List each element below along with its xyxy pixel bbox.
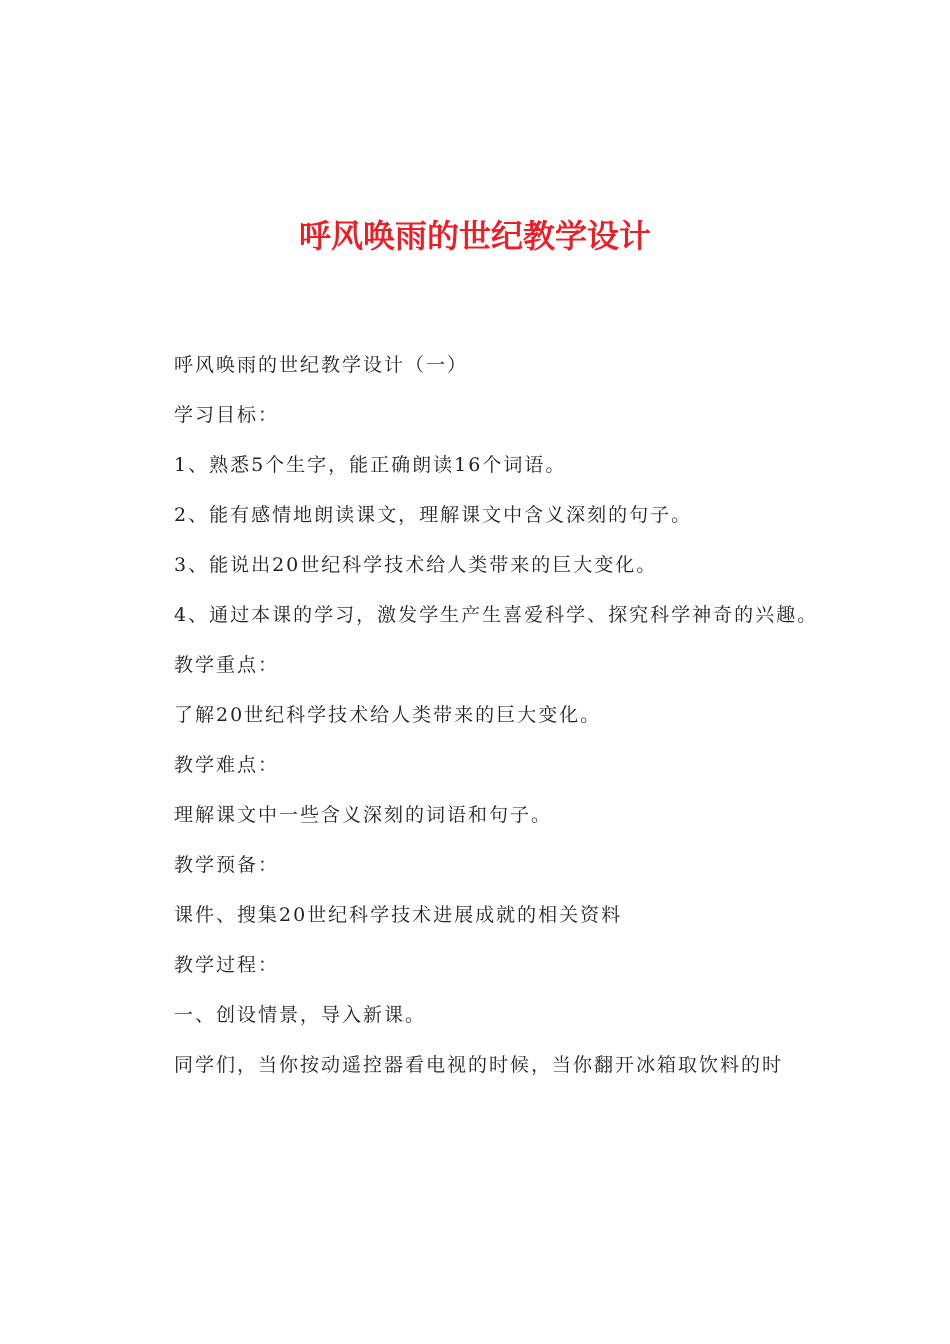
paragraph: 1、熟悉5个生字，能正确朗读16个词语。 [174,454,567,476]
paragraph: 理解课文中一些含义深刻的词语和句子。 [174,804,553,826]
paragraph: 教学难点： [174,754,280,776]
paragraph: 学习目标： [174,404,280,426]
paragraph: 4、通过本课的学习，激发学生产生喜爱科学、探究科学神奇的兴趣。 [174,604,819,626]
paragraph: 一、创设情景，导入新课。 [174,1004,427,1026]
paragraph: 3、能说出20世纪科学技术给人类带来的巨大变化。 [174,554,658,576]
paragraph: 了解20世纪科学技术给人类带来的巨大变化。 [174,704,602,726]
paragraph: 课件、搜集20世纪科学技术进展成就的相关资料 [174,904,623,926]
document-body [130,340,830,1090]
paragraph: 2、能有感情地朗读课文，理解课文中含义深刻的句子。 [174,504,693,526]
paragraph: 教学重点： [174,654,280,676]
paragraph: 呼风唤雨的世纪教学设计（一） [174,354,469,376]
paragraph: 教学预备： [174,854,280,876]
paragraph: 教学过程： [174,954,280,976]
paragraph: 同学们，当你按动遥控器看电视的时候，当你翻开冰箱取饮料的时 [174,1054,784,1076]
document-title: 呼风唤雨的世纪教学设计 [298,217,651,255]
